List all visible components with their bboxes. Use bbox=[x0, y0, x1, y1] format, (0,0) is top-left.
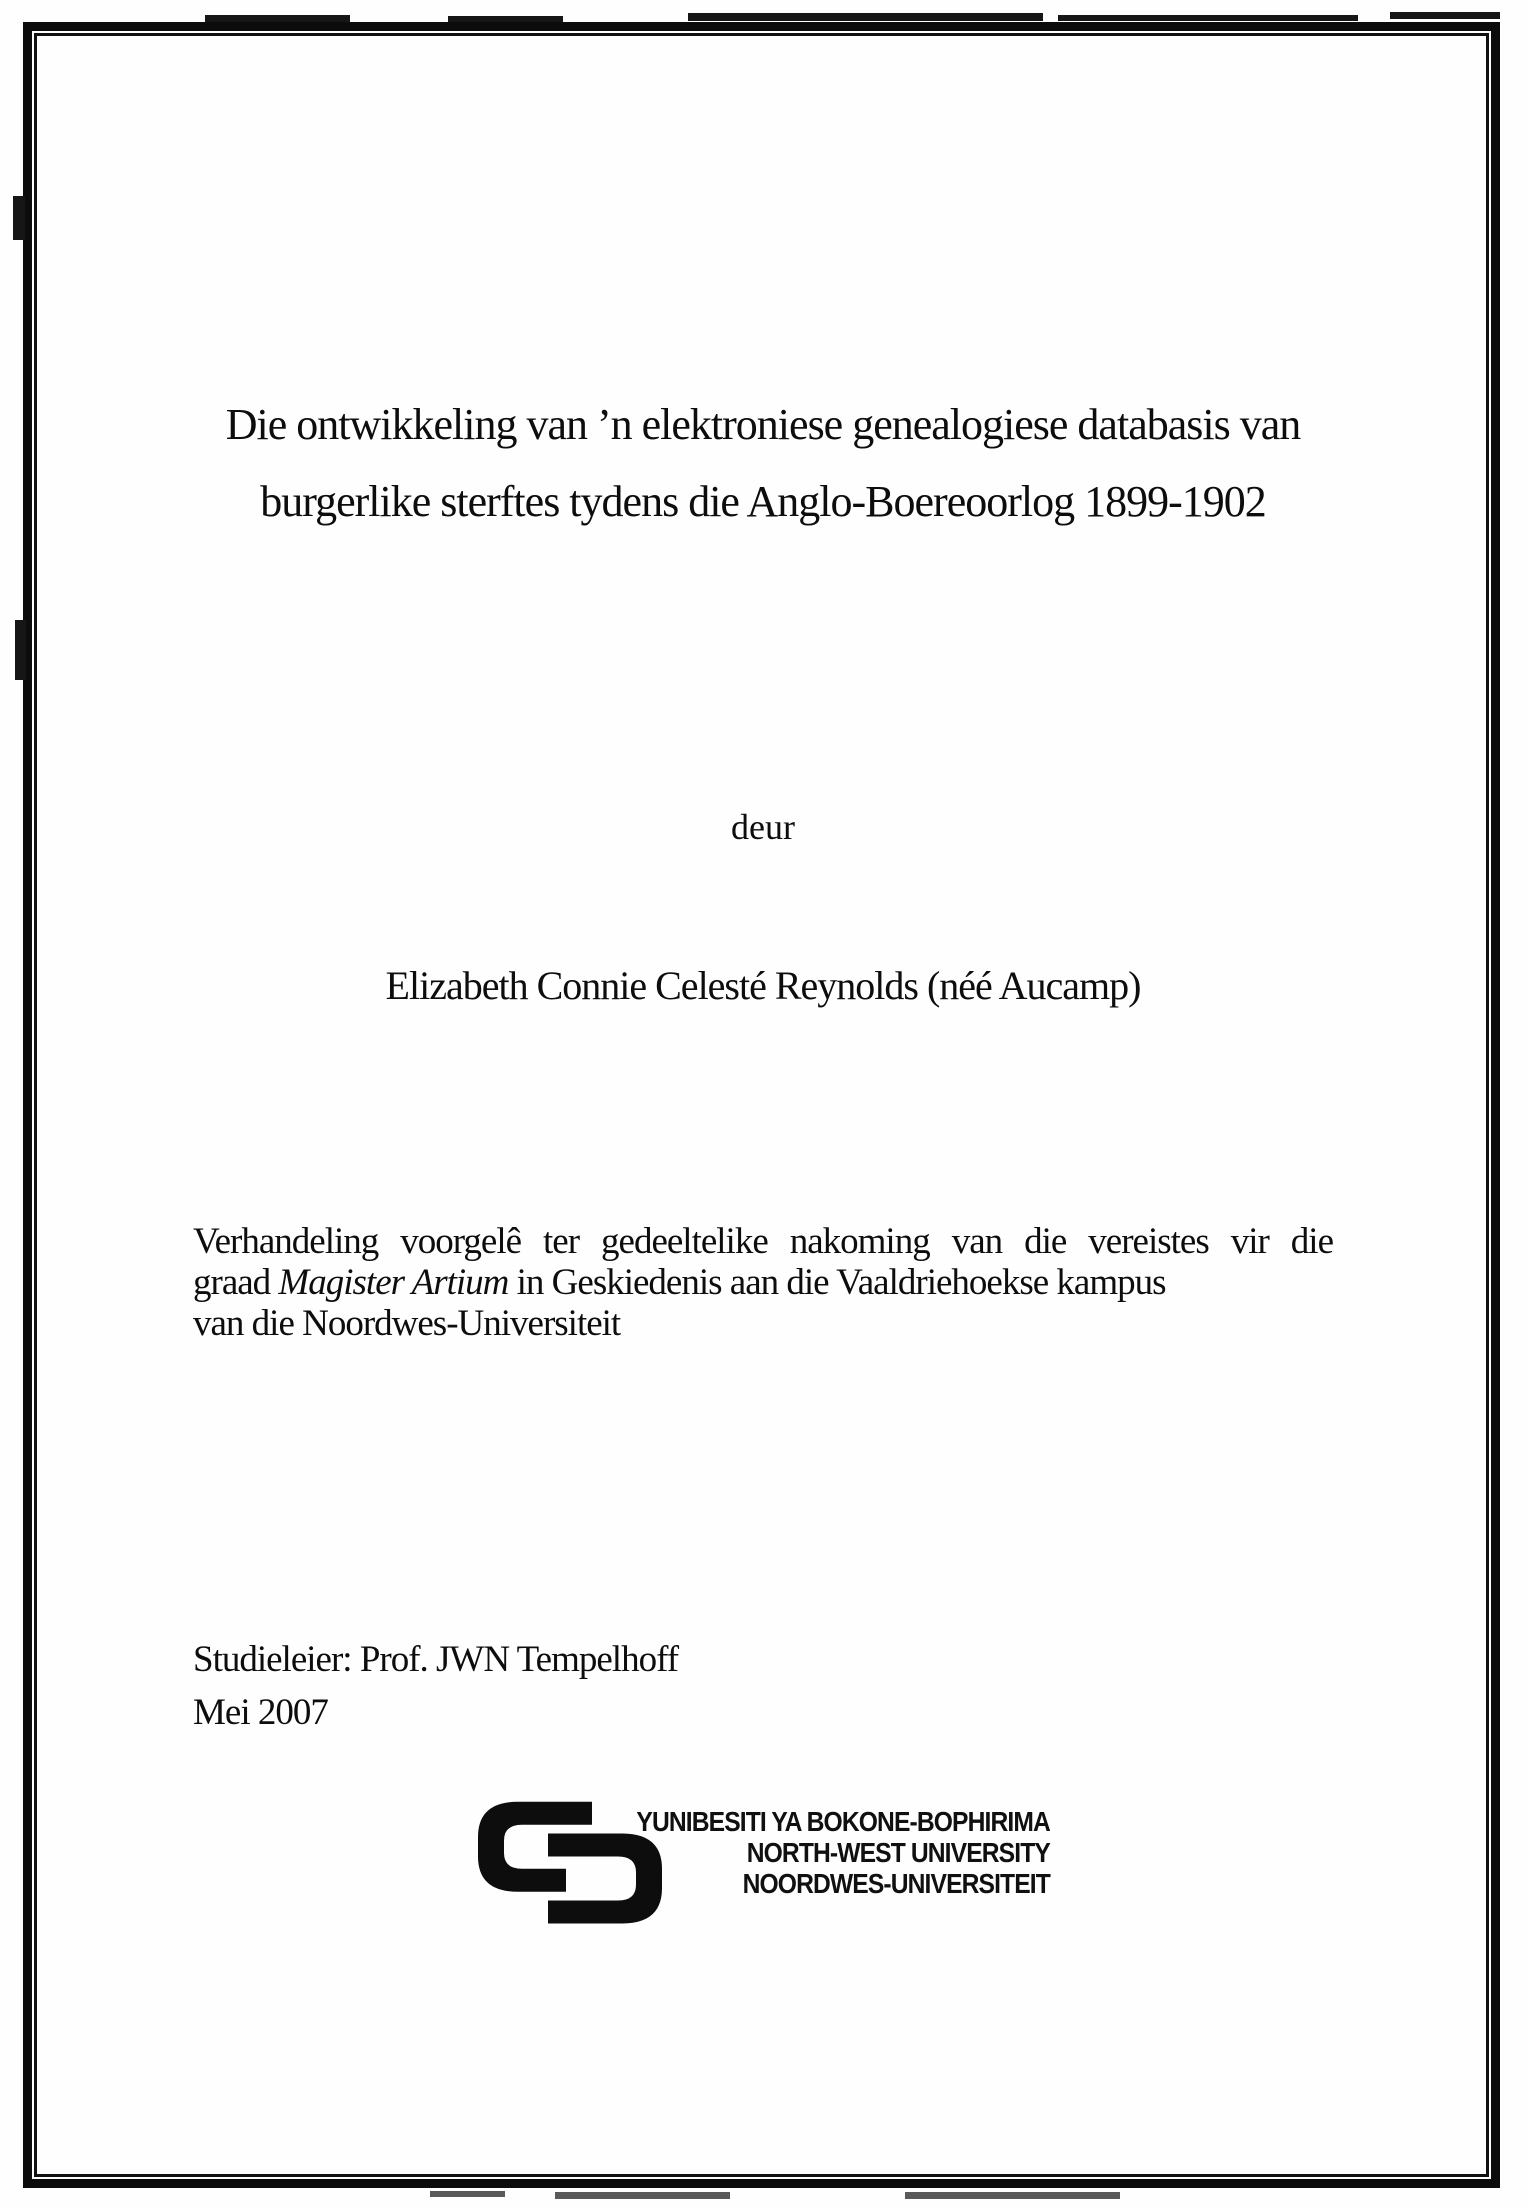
logo-text-line1: YUNIBESITI YA BOKONE-BOPHIRIMA bbox=[636, 1806, 1050, 1837]
thesis-title-line2: burgerlike sterftes tydens die Anglo-Boereoorlog 1899-1902 bbox=[260, 477, 1266, 526]
degree-name-italic: Magister Artium bbox=[278, 1262, 509, 1303]
author-name: Elizabeth Connie Celesté Reynolds (néé Aucamp) bbox=[385, 963, 1141, 1008]
supervisor-block bbox=[193, 1633, 1093, 1739]
degree-statement-line2-pre: graad bbox=[193, 1262, 279, 1303]
university-logo-text bbox=[636, 1806, 1050, 1899]
scan-artifact bbox=[15, 620, 26, 680]
scan-artifact bbox=[688, 13, 1043, 21]
logo-text-line3: NOORDWES-UNIVERSITEIT bbox=[742, 1868, 1050, 1899]
thesis-title bbox=[193, 386, 1333, 540]
date-line: Mei 2007 bbox=[193, 1692, 328, 1733]
scan-artifact bbox=[905, 2192, 1120, 2199]
thesis-title-line1: Die ontwikkeling van ’n elektroniese genealogiese databasis van bbox=[225, 400, 1301, 449]
scan-artifact bbox=[1058, 15, 1358, 21]
degree-statement-line1: Verhandeling voorgelê ter gedeeltelike nakoming van die vereistes vir die bbox=[193, 1221, 1333, 1262]
degree-statement-line2 bbox=[193, 1262, 1333, 1303]
logo-text-line2: NORTH-WEST UNIVERSITY bbox=[746, 1837, 1050, 1868]
byline-deur: deur bbox=[731, 807, 795, 847]
scan-artifact bbox=[1390, 12, 1500, 19]
scan-artifact bbox=[205, 15, 350, 22]
scan-artifact bbox=[448, 16, 563, 22]
scan-artifact bbox=[13, 196, 25, 240]
scan-artifact bbox=[430, 2191, 505, 2197]
degree-statement bbox=[193, 1221, 1333, 1344]
scan-artifact bbox=[555, 2192, 730, 2199]
supervisor-line: Studieleier: Prof. JWN Tempelhoff bbox=[193, 1639, 679, 1680]
degree-statement-line2-post: in Geskiedenis aan die Vaaldriehoekse kampus bbox=[508, 1262, 1166, 1303]
degree-statement-line3: van die Noordwes-Universiteit bbox=[193, 1303, 621, 1344]
